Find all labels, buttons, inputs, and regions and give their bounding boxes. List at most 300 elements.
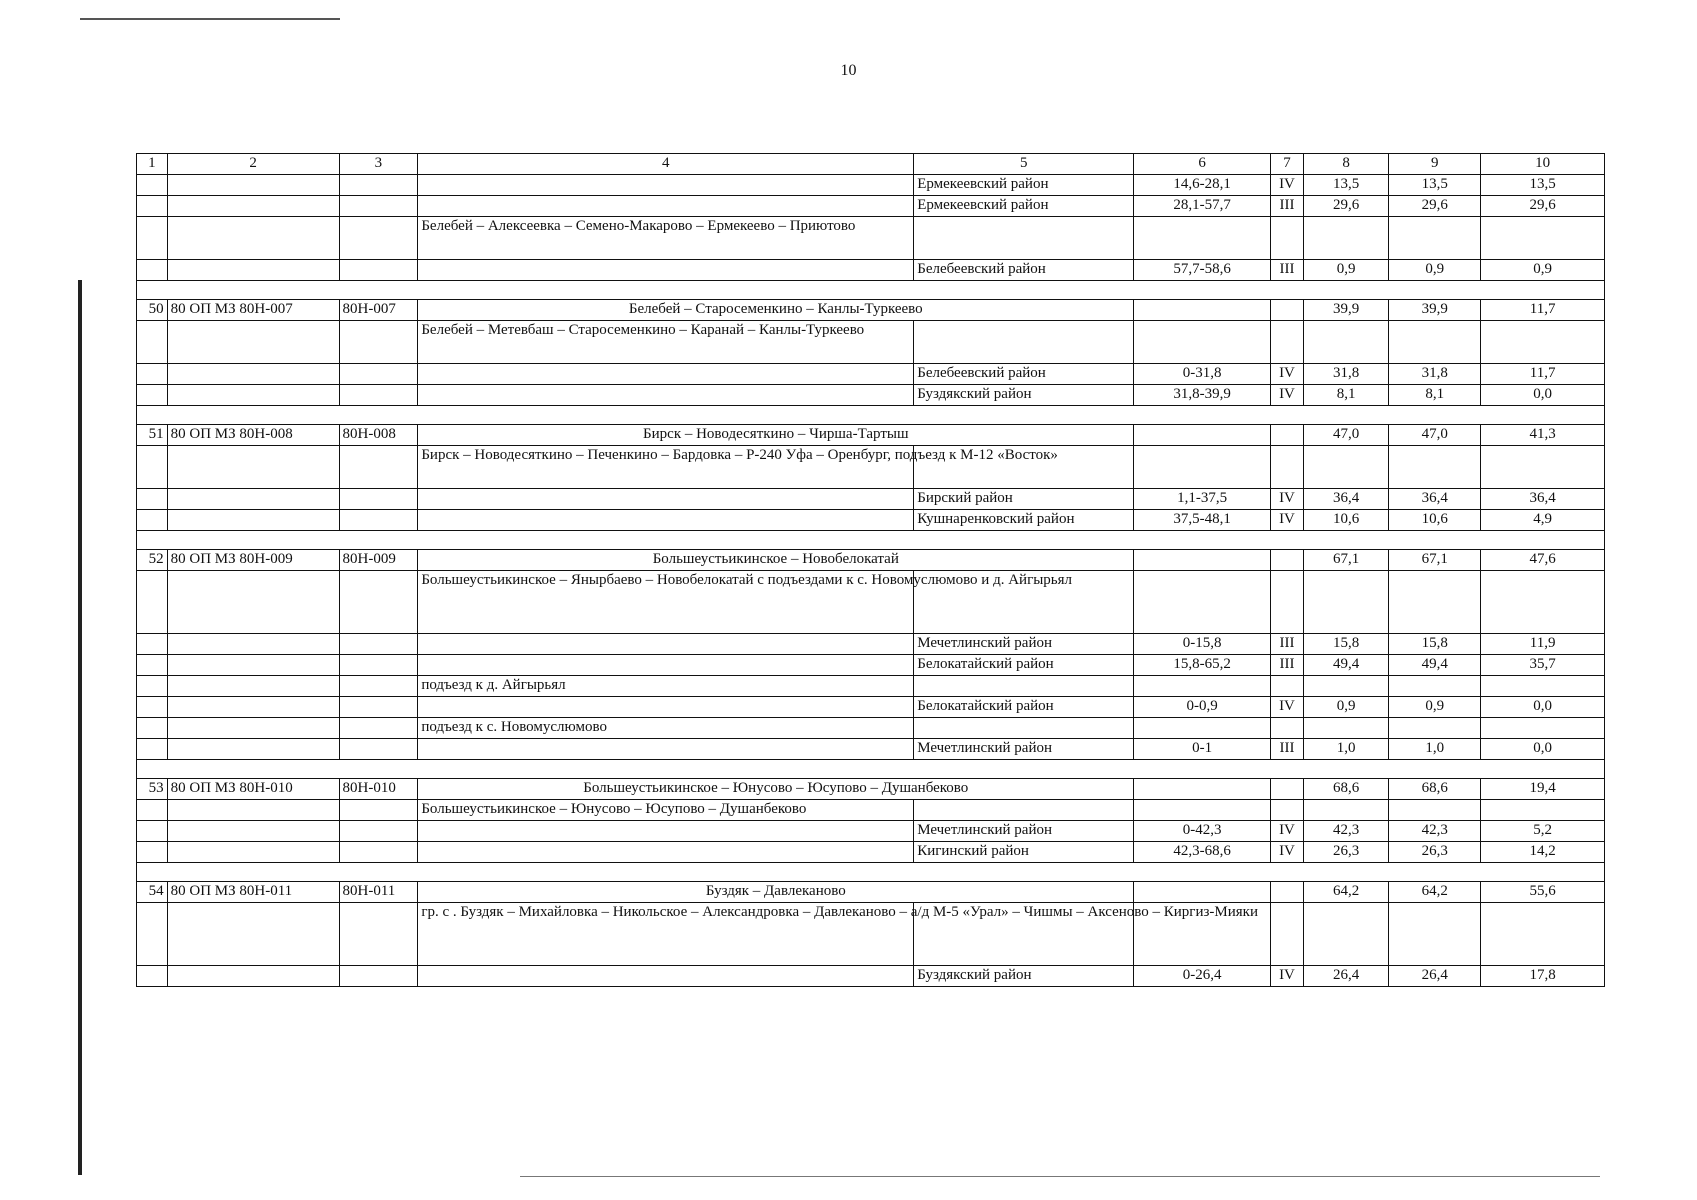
scan-artifact-top-line [80,18,340,20]
district-row [137,821,1605,842]
length-value: 42,3 [1303,821,1388,842]
length-value-3: 11,7 [1481,364,1605,385]
empty-cell [914,217,1134,260]
km-range: 0-31,8 [1134,364,1271,385]
empty-cell [1481,446,1605,489]
empty-cell [1271,217,1304,260]
length-value-2: 67,1 [1389,550,1481,571]
length-value-3: 0,0 [1481,385,1605,406]
route-description-row [137,321,1605,364]
road-code [339,676,418,697]
empty-cell [1481,217,1605,260]
km-range [1134,425,1271,446]
roads-table [136,153,1605,987]
row-number [137,196,168,217]
category: III [1271,196,1304,217]
row-number [137,385,168,406]
road-code: 80Н-009 [339,550,418,571]
route-description [418,385,914,406]
route-description-row [137,903,1605,966]
row-number: 52 [137,550,168,571]
row-number [137,175,168,196]
row-number [137,903,168,966]
spacer-cell [137,863,1605,882]
category: IV [1271,821,1304,842]
km-range [1134,779,1271,800]
route-description: подъезд к д. Айгырьял [418,676,914,697]
row-number [137,489,168,510]
row-number [137,739,168,760]
length-value-2: 13,5 [1389,175,1481,196]
district-name: Кигинский район [914,842,1134,863]
route-description [418,655,914,676]
length-value: 36,4 [1303,489,1388,510]
empty-cell [914,321,1134,364]
spacer-cell [137,281,1605,300]
length-value: 64,2 [1303,882,1388,903]
category: III [1271,739,1304,760]
row-number [137,800,168,821]
header-col-6: 6 [1134,154,1271,175]
empty-cell [1271,676,1304,697]
district-name: Белебеевский район [914,364,1134,385]
length-value: 68,6 [1303,779,1388,800]
header-col-4: 4 [418,154,914,175]
empty-cell [1389,718,1481,739]
route-description [418,196,914,217]
length-value-3: 11,7 [1481,300,1605,321]
road-code [339,489,418,510]
empty-cell [1134,321,1271,364]
length-value: 15,8 [1303,634,1388,655]
empty-cell [1134,718,1271,739]
length-value-3: 17,8 [1481,966,1605,987]
empty-cell [1389,571,1481,634]
district-row [137,196,1605,217]
category [1271,550,1304,571]
row-number [137,571,168,634]
empty-cell [1271,903,1304,966]
road-id [167,321,339,364]
length-value: 8,1 [1303,385,1388,406]
length-value: 13,5 [1303,175,1388,196]
length-value: 67,1 [1303,550,1388,571]
empty-cell [1134,571,1271,634]
length-value: 29,6 [1303,196,1388,217]
road-code [339,966,418,987]
route-description: подъезд к с. Новомуслюмово [418,718,914,739]
row-number [137,446,168,489]
route-description-row [137,676,1605,697]
length-value-3: 0,0 [1481,739,1605,760]
category: III [1271,634,1304,655]
empty-cell [1303,321,1388,364]
route-description [418,175,914,196]
route-description: Большеустьикинское – Юнусово – Юсупово – Душанбеково [418,800,914,821]
row-number [137,655,168,676]
road-code [339,718,418,739]
district-row [137,489,1605,510]
road-name: Большеустьикинское – Новобелокатай [418,550,1134,571]
road-code [339,510,418,531]
road-id [167,655,339,676]
empty-cell [1389,446,1481,489]
length-value: 49,4 [1303,655,1388,676]
length-value-3: 13,5 [1481,175,1605,196]
header-row [137,154,1605,175]
row-number [137,842,168,863]
empty-cell [914,676,1134,697]
road-entry-row [137,300,1605,321]
empty-cell [1481,321,1605,364]
empty-cell [1389,903,1481,966]
road-code [339,385,418,406]
spacer-cell [137,531,1605,550]
road-entry-row [137,425,1605,446]
row-number [137,821,168,842]
empty-cell [1481,571,1605,634]
road-id: 80 ОП МЗ 80Н-010 [167,779,339,800]
km-range: 57,7-58,6 [1134,260,1271,281]
length-value-2: 42,3 [1389,821,1481,842]
header-col-2: 2 [167,154,339,175]
row-number [137,217,168,260]
district-name: Белебеевский район [914,260,1134,281]
route-description: гр. с . Буздяк – Михайловка – Никольское – Александровка – Давлеканово – а/д М-5 «Урал» – Чишмы – Аксеново – Киргиз-Мияки [418,903,914,966]
road-code [339,739,418,760]
category [1271,425,1304,446]
route-description [418,842,914,863]
length-value-2: 0,9 [1389,260,1481,281]
length-value-2: 68,6 [1389,779,1481,800]
road-id [167,260,339,281]
road-code [339,697,418,718]
road-id [167,196,339,217]
row-number [137,510,168,531]
category: IV [1271,966,1304,987]
road-code [339,175,418,196]
length-value: 39,9 [1303,300,1388,321]
empty-cell [1303,217,1388,260]
empty-cell [1481,676,1605,697]
km-range [1134,882,1271,903]
district-row [137,966,1605,987]
length-value-2: 8,1 [1389,385,1481,406]
km-range: 0-1 [1134,739,1271,760]
empty-cell [1271,571,1304,634]
empty-cell [1389,321,1481,364]
header-col-5: 5 [914,154,1134,175]
road-code: 80Н-011 [339,882,418,903]
road-code [339,196,418,217]
row-number: 51 [137,425,168,446]
road-id [167,385,339,406]
road-id [167,966,339,987]
km-range: 37,5-48,1 [1134,510,1271,531]
road-code: 80Н-008 [339,425,418,446]
length-value-3: 19,4 [1481,779,1605,800]
scan-artifact-bottom-line [520,1176,1600,1177]
district-name: Белокатайский район [914,655,1134,676]
empty-cell [1303,903,1388,966]
road-id [167,571,339,634]
empty-cell [1134,446,1271,489]
length-value-2: 15,8 [1389,634,1481,655]
road-code [339,217,418,260]
spacer-row [137,760,1605,779]
category: IV [1271,385,1304,406]
district-row [137,385,1605,406]
road-id [167,800,339,821]
road-id: 80 ОП МЗ 80Н-009 [167,550,339,571]
empty-cell [1389,800,1481,821]
empty-cell [1481,800,1605,821]
empty-cell [1389,676,1481,697]
length-value: 47,0 [1303,425,1388,446]
length-value-2: 31,8 [1389,364,1481,385]
district-name: Буздякский район [914,966,1134,987]
empty-cell [1389,217,1481,260]
page-number: 10 [840,62,857,79]
row-number [137,718,168,739]
road-code [339,842,418,863]
km-range [1134,550,1271,571]
spacer-row [137,863,1605,882]
road-id [167,446,339,489]
road-code [339,821,418,842]
spacer-row [137,531,1605,550]
district-row [137,364,1605,385]
length-value-3: 55,6 [1481,882,1605,903]
header-col-9: 9 [1389,154,1481,175]
road-id: 80 ОП МЗ 80Н-007 [167,300,339,321]
header-col-8: 8 [1303,154,1388,175]
road-entry-row [137,779,1605,800]
category: IV [1271,510,1304,531]
km-range: 28,1-57,7 [1134,196,1271,217]
category [1271,882,1304,903]
route-description-row [137,800,1605,821]
district-name: Ермекеевский район [914,175,1134,196]
category: III [1271,260,1304,281]
row-number: 53 [137,779,168,800]
road-code [339,321,418,364]
km-range: 0-15,8 [1134,634,1271,655]
length-value-3: 29,6 [1481,196,1605,217]
district-row [137,655,1605,676]
road-code [339,634,418,655]
length-value-3: 35,7 [1481,655,1605,676]
length-value-3: 36,4 [1481,489,1605,510]
road-id [167,903,339,966]
length-value-3: 47,6 [1481,550,1605,571]
km-range: 15,8-65,2 [1134,655,1271,676]
length-value-2: 64,2 [1389,882,1481,903]
empty-cell [1303,571,1388,634]
route-description: Белебей – Метевбаш – Старосеменкино – Каранай – Канлы-Туркеево [418,321,914,364]
row-number: 50 [137,300,168,321]
category: IV [1271,364,1304,385]
length-value-2: 26,4 [1389,966,1481,987]
road-name: Большеустьикинское – Юнусово – Юсупово – Душанбеково [418,779,1134,800]
district-row [137,739,1605,760]
length-value-3: 14,2 [1481,842,1605,863]
road-id [167,217,339,260]
district-name: Мечетлинский район [914,634,1134,655]
route-description [418,739,914,760]
empty-cell [1303,800,1388,821]
road-entry-row [137,882,1605,903]
km-range [1134,300,1271,321]
road-id: 80 ОП МЗ 80Н-011 [167,882,339,903]
spacer-cell [137,406,1605,425]
route-description-row [137,571,1605,634]
route-description [418,634,914,655]
header-col-3: 3 [339,154,418,175]
row-number [137,321,168,364]
empty-cell [1481,718,1605,739]
length-value-3: 5,2 [1481,821,1605,842]
length-value-2: 0,9 [1389,697,1481,718]
district-row [137,634,1605,655]
route-description [418,364,914,385]
empty-cell [1481,903,1605,966]
route-description [418,821,914,842]
route-description [418,489,914,510]
district-row [137,260,1605,281]
route-description-row [137,718,1605,739]
spacer-cell [137,760,1605,779]
road-id [167,510,339,531]
road-id [167,676,339,697]
category [1271,779,1304,800]
road-code [339,446,418,489]
road-id [167,718,339,739]
road-id [167,697,339,718]
road-code [339,800,418,821]
spacer-row [137,406,1605,425]
km-range: 42,3-68,6 [1134,842,1271,863]
empty-cell [914,718,1134,739]
category: IV [1271,842,1304,863]
length-value-2: 39,9 [1389,300,1481,321]
district-row [137,697,1605,718]
length-value: 0,9 [1303,260,1388,281]
km-range: 14,6-28,1 [1134,175,1271,196]
road-code [339,655,418,676]
route-description: Белебей – Алексеевка – Семено-Макарово – Ермекеево – Приютово [418,217,914,260]
road-code: 80Н-010 [339,779,418,800]
district-row [137,175,1605,196]
empty-cell [1134,217,1271,260]
length-value-2: 10,6 [1389,510,1481,531]
district-name: Бирский район [914,489,1134,510]
category: IV [1271,697,1304,718]
length-value-3: 0,0 [1481,697,1605,718]
length-value: 26,3 [1303,842,1388,863]
length-value-2: 47,0 [1389,425,1481,446]
road-code [339,364,418,385]
length-value: 1,0 [1303,739,1388,760]
km-range: 0-26,4 [1134,966,1271,987]
row-number [137,260,168,281]
road-code [339,260,418,281]
road-name: Бирск – Новодесяткино – Чирша-Тартыш [418,425,1134,446]
district-row [137,510,1605,531]
road-code [339,903,418,966]
road-id [167,175,339,196]
road-entry-row [137,550,1605,571]
route-description: Большеустьикинское – Янырбаево – Новобелокатай с подъездами к с. Новомуслюмово и д. Айгырьял [418,571,914,634]
route-description-row [137,217,1605,260]
length-value: 26,4 [1303,966,1388,987]
length-value-3: 0,9 [1481,260,1605,281]
km-range: 31,8-39,9 [1134,385,1271,406]
header-col-10: 10 [1481,154,1605,175]
km-range: 1,1-37,5 [1134,489,1271,510]
district-name: Кушнаренковский район [914,510,1134,531]
empty-cell [1303,676,1388,697]
row-number [137,697,168,718]
row-number [137,364,168,385]
length-value-3: 41,3 [1481,425,1605,446]
road-id [167,634,339,655]
road-code [339,571,418,634]
road-id [167,842,339,863]
header-col-1: 1 [137,154,168,175]
category: III [1271,655,1304,676]
empty-cell [1271,446,1304,489]
road-code: 80Н-007 [339,300,418,321]
length-value-2: 29,6 [1389,196,1481,217]
category: IV [1271,175,1304,196]
road-id [167,739,339,760]
empty-cell [1271,800,1304,821]
route-description [418,510,914,531]
road-id [167,364,339,385]
route-description [418,966,914,987]
empty-cell [1134,800,1271,821]
length-value-2: 26,3 [1389,842,1481,863]
length-value-3: 4,9 [1481,510,1605,531]
row-number [137,634,168,655]
length-value-3: 11,9 [1481,634,1605,655]
category: IV [1271,489,1304,510]
road-name: Белебей – Старосеменкино – Канлы-Туркеево [418,300,1134,321]
route-description [418,697,914,718]
row-number: 54 [137,882,168,903]
route-description [418,260,914,281]
length-value: 31,8 [1303,364,1388,385]
district-name: Буздякский район [914,385,1134,406]
row-number [137,676,168,697]
road-name: Буздяк – Давлеканово [418,882,1134,903]
km-range: 0-0,9 [1134,697,1271,718]
spacer-row [137,281,1605,300]
length-value-2: 1,0 [1389,739,1481,760]
row-number [137,966,168,987]
category [1271,300,1304,321]
road-id [167,821,339,842]
district-name: Мечетлинский район [914,821,1134,842]
district-row [137,842,1605,863]
district-name: Ермекеевский район [914,196,1134,217]
empty-cell [1271,718,1304,739]
km-range: 0-42,3 [1134,821,1271,842]
empty-cell [1271,321,1304,364]
length-value: 10,6 [1303,510,1388,531]
district-name: Мечетлинский район [914,739,1134,760]
